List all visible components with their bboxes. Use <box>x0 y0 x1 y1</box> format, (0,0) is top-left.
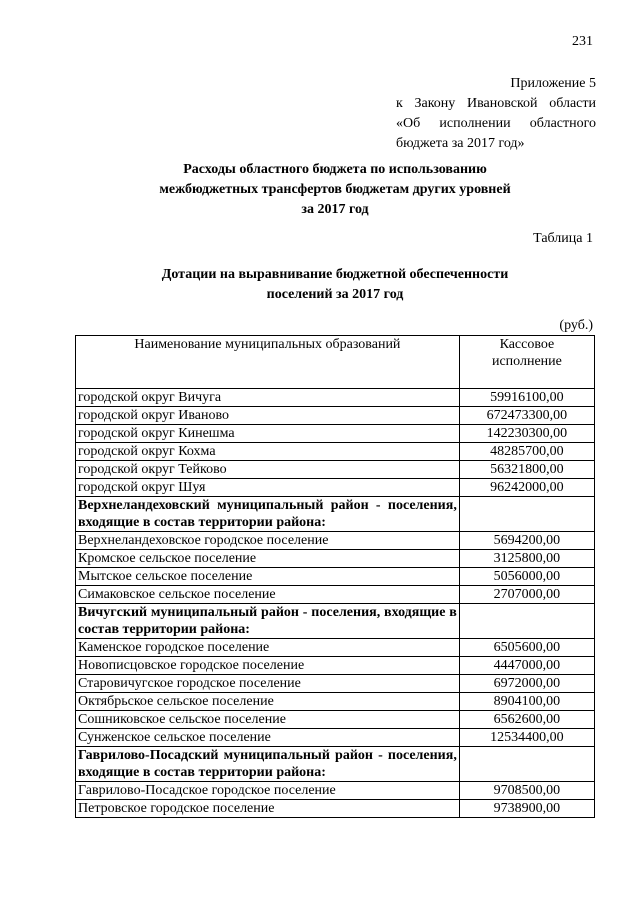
table-row <box>76 675 595 693</box>
row-name: Кромское сельское поселение <box>76 550 460 568</box>
row-name: городской округ Кинешма <box>76 425 460 443</box>
row-amount: 56321800,00 <box>459 461 594 479</box>
document-title-line-3: за 2017 год <box>301 202 369 217</box>
row-amount: 59916100,00 <box>459 389 594 407</box>
header-name: Наименование муниципальных образований <box>76 336 460 389</box>
table-row <box>76 532 595 550</box>
row-name: городской округ Шуя <box>76 479 460 497</box>
table-row <box>76 693 595 711</box>
document-title-line-1: Расходы областного бюджета по использованию <box>183 162 487 177</box>
row-name: городской округ Вичуга <box>76 389 460 407</box>
table-title-line-1: Дотации на выравнивание бюджетной обеспеченности <box>161 267 509 282</box>
document-title-line-2: межбюджетных трансфертов бюджетам других уровней <box>159 182 511 197</box>
table-row <box>76 800 595 818</box>
row-name: Верхнеландеховское городское поселение <box>76 532 460 550</box>
table-body <box>76 389 595 818</box>
row-name: Сунженское сельское поселение <box>76 729 460 747</box>
row-name: Старовичугское городское поселение <box>76 675 460 693</box>
annex-line-1: Приложение 5 <box>510 76 596 91</box>
table-title-line-2: поселений за 2017 год <box>266 287 404 302</box>
table-row <box>76 639 595 657</box>
row-name: Симаковское сельское поселение <box>76 586 460 604</box>
row-amount: 5056000,00 <box>459 568 594 586</box>
row-amount: 12534400,00 <box>459 729 594 747</box>
table-row <box>76 425 595 443</box>
row-amount: 9708500,00 <box>459 782 594 800</box>
row-amount: 9738900,00 <box>459 800 594 818</box>
table-row <box>76 586 595 604</box>
row-amount: 48285700,00 <box>459 443 594 461</box>
table-row <box>76 747 595 782</box>
row-name: Сошниковское сельское поселение <box>76 711 460 729</box>
row-amount: 3125800,00 <box>459 550 594 568</box>
row-amount <box>459 604 594 639</box>
annex-block <box>396 74 596 154</box>
table-title <box>60 265 610 305</box>
page-number: 231 <box>572 34 593 49</box>
table-row <box>76 729 595 747</box>
table-row <box>76 443 595 461</box>
annex-line-2: к Закону Ивановской области <box>396 96 596 111</box>
table-row <box>76 568 595 586</box>
table-row <box>76 711 595 729</box>
row-name: Каменское городское поселение <box>76 639 460 657</box>
header-amount <box>459 336 594 389</box>
row-amount: 6972000,00 <box>459 675 594 693</box>
units-label: (руб.) <box>559 318 593 333</box>
row-name: Гаврилово-Посадское городское поселение <box>76 782 460 800</box>
row-amount <box>459 497 594 532</box>
header-amount-line-1: Кассовое <box>499 337 555 352</box>
row-amount: 142230300,00 <box>459 425 594 443</box>
document-title <box>60 160 610 220</box>
table-row <box>76 657 595 675</box>
table-header-row <box>76 336 595 389</box>
row-name: городской округ Иваново <box>76 407 460 425</box>
table-row <box>76 550 595 568</box>
transfers-table <box>75 335 595 818</box>
table-row <box>76 497 595 532</box>
row-amount: 4447000,00 <box>459 657 594 675</box>
table-row <box>76 389 595 407</box>
row-amount: 672473300,00 <box>459 407 594 425</box>
row-amount: 5694200,00 <box>459 532 594 550</box>
row-amount <box>459 747 594 782</box>
table-row <box>76 461 595 479</box>
row-amount: 2707000,00 <box>459 586 594 604</box>
row-name: Петровское городское поселение <box>76 800 460 818</box>
row-amount: 96242000,00 <box>459 479 594 497</box>
table-row <box>76 407 595 425</box>
row-name: Вичугский муниципальный район - поселения, входящие в состав территории района: <box>76 604 460 639</box>
row-name: Новописцовское городское поселение <box>76 657 460 675</box>
table-row <box>76 782 595 800</box>
row-name: Верхнеландеховский муниципальный район - поселения, входящие в состав территории района: <box>76 497 460 532</box>
header-amount-line-2: исполнение <box>491 354 562 369</box>
table-row <box>76 479 595 497</box>
row-amount: 6505600,00 <box>459 639 594 657</box>
annex-line-3: «Об исполнении областного <box>396 116 596 131</box>
row-name: Гаврилово-Посадский муниципальный район - поселения, входящие в состав территории района: <box>76 747 460 782</box>
row-name: Октябрьское сельское поселение <box>76 693 460 711</box>
row-amount: 6562600,00 <box>459 711 594 729</box>
row-name: городской округ Тейково <box>76 461 460 479</box>
row-name: городской округ Кохма <box>76 443 460 461</box>
row-name: Мытское сельское поселение <box>76 568 460 586</box>
table-label: Таблица 1 <box>533 231 593 246</box>
table-row <box>76 604 595 639</box>
row-amount: 8904100,00 <box>459 693 594 711</box>
annex-line-4: бюджета за 2017 год» <box>396 136 525 151</box>
